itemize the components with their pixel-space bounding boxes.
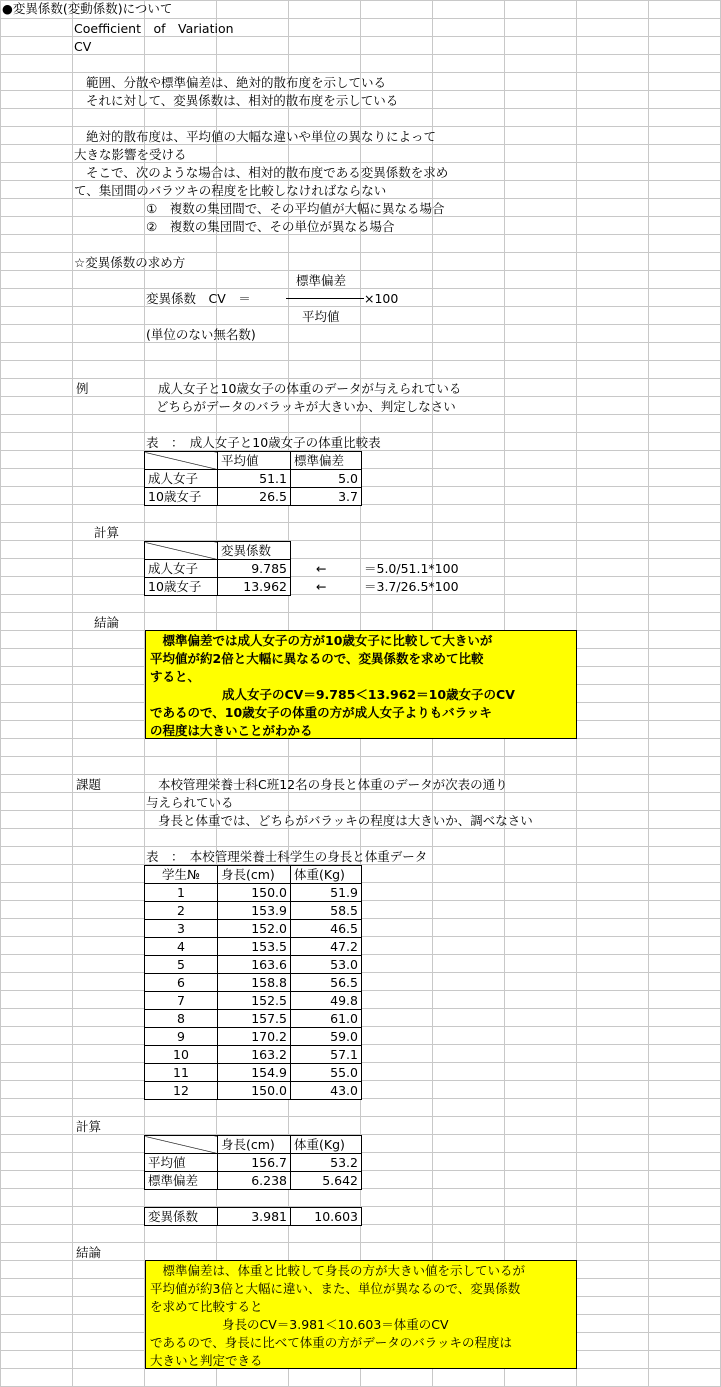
table-row — [145, 884, 362, 902]
cell-student-no: 1 — [145, 884, 218, 902]
cell-weight: 56.5 — [291, 974, 362, 992]
formula-times: ×100 — [364, 291, 399, 306]
cell-student-no: 5 — [145, 956, 218, 974]
table-row — [145, 992, 362, 1010]
row-sd: 5.0 — [291, 470, 362, 488]
table-row — [145, 1154, 362, 1172]
task-calc-table — [144, 1135, 362, 1190]
abbreviation: CV — [74, 39, 92, 54]
row-name: 成人女子 — [145, 560, 218, 578]
header-student-no: 学生№ — [145, 866, 218, 884]
left-arrow-icon: ← — [316, 579, 327, 594]
fraction-bar — [286, 298, 364, 299]
table-row — [145, 1082, 362, 1100]
row-sd: 3.7 — [291, 488, 362, 506]
row-mean: 26.5 — [218, 488, 291, 506]
cell-student-no: 6 — [145, 974, 218, 992]
table-row — [145, 1172, 362, 1190]
header-sd: 標準偏差 — [291, 452, 362, 470]
task-line-1: 本校管理栄養士科C班12名の身長と体重のデータが次表の通り — [158, 777, 508, 792]
example-conclusion-box — [145, 630, 577, 739]
example-label: 例 — [76, 381, 89, 396]
cell-weight: 49.8 — [291, 992, 362, 1010]
example-line-1: 成人女子と10歳女子の体重のデータが与えられている — [158, 381, 462, 396]
cell-height: 152.0 — [218, 920, 291, 938]
row-name: 標準偏差 — [145, 1172, 218, 1190]
cell-weight: 57.1 — [291, 1046, 362, 1064]
row-name: 変異係数 — [145, 1208, 218, 1226]
conclusion-line: 大きいと判定できる — [150, 1353, 263, 1368]
table-row — [145, 560, 291, 578]
cell-height: 150.0 — [218, 1082, 291, 1100]
conclusion-line: すると、 — [150, 669, 201, 684]
para-line-4: て、集団間のバラツキの程度を比較しなければならない — [74, 183, 387, 198]
conclusion-line: の程度は大きいことがわかる — [150, 723, 313, 738]
row-height: 3.981 — [218, 1208, 291, 1226]
formula-heading: ☆変異係数の求め方 — [74, 255, 186, 270]
diagonal-header-cell — [145, 1136, 218, 1154]
cell-height: 163.6 — [218, 956, 291, 974]
row-height: 156.7 — [218, 1154, 291, 1172]
header-mean: 平均値 — [218, 452, 291, 470]
cell-height: 158.8 — [218, 974, 291, 992]
row-weight: 53.2 — [291, 1154, 362, 1172]
cell-weight: 61.0 — [291, 1010, 362, 1028]
row-weight: 10.603 — [291, 1208, 362, 1226]
task-line-2: 与えられている — [146, 795, 234, 810]
example-table — [144, 451, 362, 506]
example-line-2: どちらがデータのバラッキが大きいか、判定しなさい — [156, 399, 456, 414]
cell-student-no: 4 — [145, 938, 218, 956]
cell-weight: 58.5 — [291, 902, 362, 920]
conclusion-line: 平均値が約3倍と大幅に違い、また、単位が異なるので、変異係数 — [150, 1281, 521, 1296]
header-cv: 変異係数 — [218, 542, 291, 560]
english-term: Coefficient of Variation — [74, 21, 234, 36]
cell-weight: 47.2 — [291, 938, 362, 956]
table-row — [145, 578, 291, 596]
table-row — [145, 1064, 362, 1082]
formula-note: (単位のない無名数) — [146, 327, 256, 342]
table-row — [145, 902, 362, 920]
task-label: 課題 — [76, 777, 102, 792]
left-arrow-icon: ← — [316, 561, 327, 576]
cell-weight: 51.9 — [291, 884, 362, 902]
task-line-3: 身長と体重では、どちらがバラッキの程度は大きいか、調べなさい — [158, 813, 533, 828]
conclusion-line: を求めて比較すると — [150, 1299, 263, 1314]
para-line-1: 絶対的散布度は、平均値の大幅な違いや単位の異なりによって — [86, 129, 437, 144]
cell-student-no: 12 — [145, 1082, 218, 1100]
cell-weight: 59.0 — [291, 1028, 362, 1046]
row-name: 10歳女子 — [145, 578, 218, 596]
task-rows — [145, 884, 362, 1100]
cell-student-no: 2 — [145, 902, 218, 920]
intro-line-2: それに対して、変異係数は、相対的散布度を示している — [86, 93, 399, 108]
table-row — [145, 1208, 362, 1226]
cell-height: 150.0 — [218, 884, 291, 902]
cell-student-no: 10 — [145, 1046, 218, 1064]
conclusion-line: 平均値が約2倍と大幅に異なるので、変異係数を求めて比較 — [150, 651, 484, 666]
intro-line-1: 範囲、分散や標準偏差は、絶対的散布度を示している — [86, 75, 387, 90]
table-row — [145, 974, 362, 992]
table-row — [145, 488, 362, 506]
cell-height: 152.5 — [218, 992, 291, 1010]
cell-height: 170.2 — [218, 1028, 291, 1046]
cell-weight: 43.0 — [291, 1082, 362, 1100]
example-calc-table — [144, 541, 291, 596]
cell-student-no: 11 — [145, 1064, 218, 1082]
case-1: ① 複数の集団間で、その平均値が大幅に異なる場合 — [146, 201, 445, 216]
diagonal-header-cell — [145, 452, 218, 470]
diagonal-header-cell — [145, 542, 218, 560]
conclusion-line: 成人女子のCV＝9.785＜13.962＝10歳女子のCV — [222, 687, 515, 702]
table-row — [145, 920, 362, 938]
task-cv-table — [144, 1207, 362, 1226]
cell-height: 154.9 — [218, 1064, 291, 1082]
conclusion-line: 標準偏差は、体重と比較して身長の方が大きい値を示しているが — [150, 1263, 526, 1278]
row-weight: 5.642 — [291, 1172, 362, 1190]
para-line-2: 大きな影響を受ける — [74, 147, 187, 162]
row-cv: 9.785 — [218, 560, 291, 578]
header-weight: 体重(Kg) — [291, 1136, 362, 1154]
task-conclusion-label: 結論 — [76, 1245, 102, 1260]
conclusion-line: 標準偏差では成人女子の方が10歳女子に比較して大きいが — [150, 633, 493, 648]
cell-student-no: 8 — [145, 1010, 218, 1028]
row-name: 成人女子 — [145, 470, 218, 488]
cell-student-no: 9 — [145, 1028, 218, 1046]
task-table-title: 表 ： 本校管理栄養士科学生の身長と体重データ — [146, 849, 428, 864]
row-mean: 51.1 — [218, 470, 291, 488]
row-name: 10歳女子 — [145, 488, 218, 506]
cell-height: 153.5 — [218, 938, 291, 956]
conclusion-line: 身長のCV＝3.981＜10.603＝体重のCV — [222, 1317, 449, 1332]
cell-height: 163.2 — [218, 1046, 291, 1064]
task-conclusion-box — [145, 1260, 577, 1369]
table-row — [145, 1028, 362, 1046]
table-row — [145, 938, 362, 956]
row-height: 6.238 — [218, 1172, 291, 1190]
example-calc-label: 計算 — [94, 525, 120, 540]
cell-weight: 53.0 — [291, 956, 362, 974]
formula-denominator: 平均値 — [302, 309, 340, 324]
formula-numerator: 標準偏差 — [296, 273, 347, 288]
page-title: ●変異係数(変動係数)について — [2, 1, 173, 16]
cell-height: 157.5 — [218, 1010, 291, 1028]
formula-lhs: 変異係数 CV ＝ — [146, 291, 251, 306]
calc-formula-2: ＝3.7/26.5*100 — [364, 579, 459, 594]
cell-student-no: 7 — [145, 992, 218, 1010]
calc-formula-1: ＝5.0/51.1*100 — [364, 561, 459, 576]
cell-student-no: 3 — [145, 920, 218, 938]
header-weight: 体重(Kg) — [291, 866, 362, 884]
table-row — [145, 470, 362, 488]
row-cv: 13.962 — [218, 578, 291, 596]
example-conclusion-label: 結論 — [94, 615, 120, 630]
conclusion-line: であるので、身長に比べて体重の方がデータのバラッキの程度は — [150, 1335, 513, 1350]
table-row — [145, 1046, 362, 1064]
table-row — [145, 1010, 362, 1028]
table-row — [145, 956, 362, 974]
task-calc-label: 計算 — [76, 1119, 102, 1134]
para-line-3: そこで、次のような場合は、相対的散布度である変異係数を求め — [86, 165, 449, 180]
cell-weight: 46.5 — [291, 920, 362, 938]
cell-weight: 55.0 — [291, 1064, 362, 1082]
header-height: 身長(cm) — [218, 1136, 291, 1154]
example-table-title: 表 ： 成人女子と10歳女子の体重比較表 — [146, 435, 381, 450]
header-height: 身長(cm) — [218, 866, 291, 884]
conclusion-line: であるので、10歳女子の体重の方が成人女子よりもバラッキ — [150, 705, 492, 720]
case-2: ② 複数の集団間で、その単位が異なる場合 — [146, 219, 395, 234]
row-name: 平均値 — [145, 1154, 218, 1172]
task-data-table — [144, 865, 362, 1100]
cell-height: 153.9 — [218, 902, 291, 920]
